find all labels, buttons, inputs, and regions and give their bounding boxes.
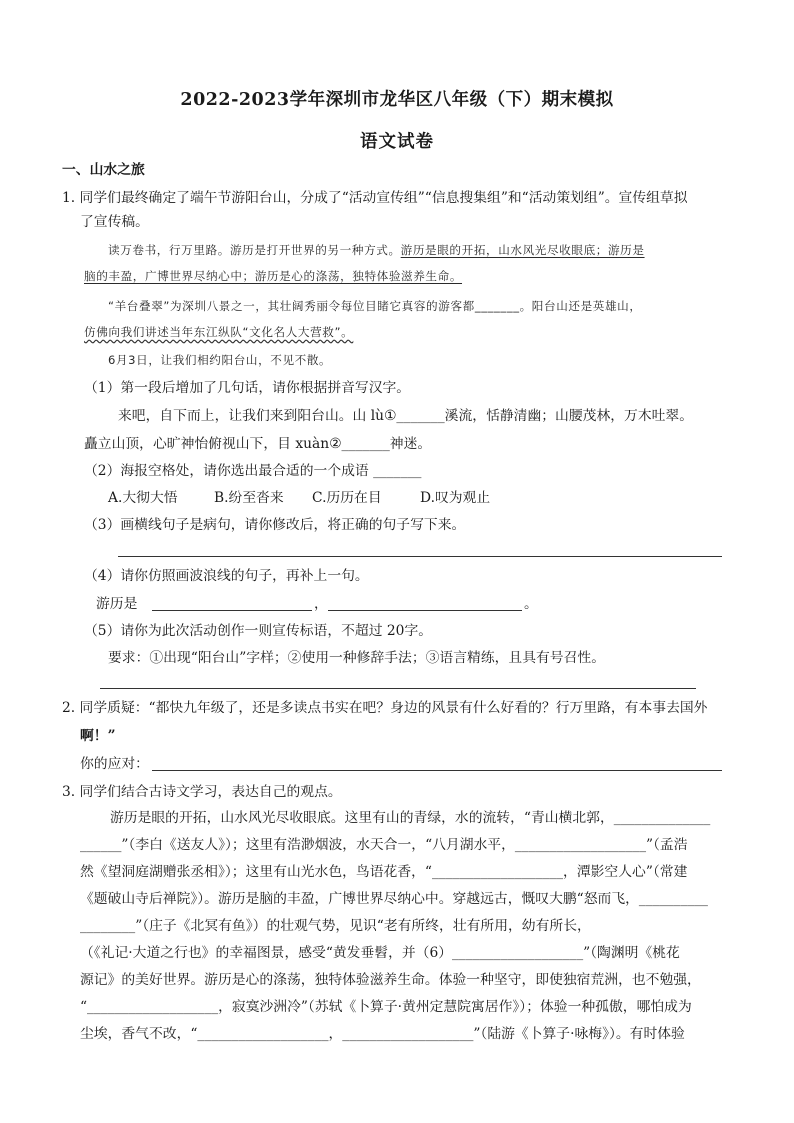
q2-stem-line1: 2. 同学质疑：“都快九年级了，还是多读点书实在吧？身边的风景有什么好看的？行万里路，有本事去国外 <box>62 700 708 716</box>
q2-stem-line2: 啊！” <box>80 728 116 744</box>
q3-stem: 3. 同学们结合古诗文学习，表达自己的观点。 <box>62 784 342 800</box>
q3-passage-line3: 然《望洞庭湖赠张丞相》）；这里有山光水色，鸟语花香，“___________________，潭影空人心”（常建 <box>80 864 688 880</box>
exam-title: 2022-2023学年深圳市龙华区八年级（下）期末模拟 <box>180 90 614 110</box>
q1-sub5: （5）请你为此次活动创作一则宣传标语，不超过 20字。 <box>84 623 433 639</box>
answer-line-sub4-b[interactable] <box>328 610 522 611</box>
q1-sub4-comma: ， <box>314 596 328 612</box>
q1-sub1-text-a: 来吧，自下而上，让我们来到阳台山。山 lù①_______溪流，恬静清幽；山腰茂林，万木吐翠。 <box>118 408 694 424</box>
answer-line-sub4-a[interactable] <box>152 610 312 611</box>
answer-line-q2[interactable] <box>152 770 722 771</box>
q1-stem-line1: 1. 同学们最终确定了端午节游阳台山，分成了“活动宣传组”“信息搜集组”和“活动策划组”。宣传组草拟 <box>62 190 688 206</box>
q3-passage-line4: 《题破山寺后禅院》）。游历是脑的丰盈，广博世界尽纳心中。穿越远古，慨叹大鹏“怒而飞，__________ <box>80 891 708 907</box>
poster-para2-b-wavy: 仿佛向我们讲述当年东江纵队“文化名人大营救”。 <box>84 325 354 339</box>
section-heading: 一、山水之旅 <box>62 162 145 178</box>
option-a[interactable]: A.大彻大悟 <box>108 490 178 506</box>
q1-sub3: （3）画横线句子是病句，请你修改后，将正确的句子写下来。 <box>84 517 466 533</box>
option-c[interactable]: C.历历在目 <box>312 490 382 506</box>
answer-line-sub5[interactable] <box>100 688 696 689</box>
answer-line-sub3[interactable] <box>118 556 722 557</box>
q3-passage-line7: 源记》的美好世界。游历是心的涤荡，独特体验滋养生命。体验一种坚守，即使独宿荒洲，也不勉强， <box>80 972 701 988</box>
q1-sub4: （4）请你仿照画波浪线的句子，再补上一句。 <box>84 568 369 584</box>
q1-sub4-label: 游历是 <box>96 596 138 612</box>
poster-para1-b: 脑的丰盈，广博世界尽纳心中；游历是心的涤荡，独特体验滋养生命。 <box>84 269 463 283</box>
underlined-sentence: 游历是眼的开拓，山水风光尽收眼底；游历是 <box>400 243 645 257</box>
exam-subtitle: 语文试卷 <box>360 132 434 152</box>
q1-sub5-requirements: 要求：①出现“阳台山”字样；②使用一种修辞手法；③语言精练，且具有号召性。 <box>108 650 605 666</box>
q3-passage-line8: “___________________，寂寞沙洲冷”（苏轼《卜算子·黄州定慧院寓居作》）；体验一种孤傲，哪怕成为 <box>80 999 692 1015</box>
poster-para2-a: “羊台叠翠”为深圳八景之一，其壮阔秀丽令每位目睹它真容的游客都_______。阳台山还是英雄山， <box>108 299 642 313</box>
option-d[interactable]: D.叹为观止 <box>420 490 491 506</box>
q3-passage-line9: 尘埃，香气不改，“___________________，___________________”（陆游《卜算子·咏梅》）。有时体验 <box>80 1026 685 1042</box>
q1-sub1-text-b: 矗立山顶，心旷神怡俯视山下，目 xuàn②_______神迷。 <box>84 436 432 452</box>
q3-passage-line5: ________”（庄子《北冥有鱼》）的壮观气势，见识“老有所终，壮有所用，幼有所长， <box>80 918 591 934</box>
poster-para3: 6月3日，让我们相约阳台山，不见不散。 <box>108 353 332 367</box>
poster-para1-a <box>108 240 645 260</box>
q3-passage-line1: 游历是眼的开拓，山水风光尽收眼底。这里有山的青绿，水的流转，“青山横北郭，______________ <box>110 810 711 826</box>
option-b[interactable]: B.纷至沓来 <box>214 490 284 506</box>
q1-sub2: （2）海报空格处，请你选出最合适的一个成语 _______ <box>84 463 422 479</box>
q1-sub4-period: 。 <box>524 596 538 612</box>
q3-passage-line2: ______”（李白《送友人》）；这里有浩渺烟波，水天合一，“八月湖水平，___________________”（孟浩 <box>80 837 688 853</box>
q2-answer-label: 你的应对： <box>80 756 149 772</box>
poster-text: 读万卷书，行万里路。游历是打开世界的另一种方式。 <box>108 243 401 257</box>
q3-passage-line6: （《礼记·大道之行也》的幸福图景，感受“黄发垂髫，并（6）___________________”（陶渊明《桃花 <box>80 945 680 961</box>
q1-sub1: （1）第一段后增加了几句话，请你根据拼音写汉字。 <box>84 380 411 396</box>
q1-stem-line2: 了宣传稿。 <box>80 214 149 230</box>
